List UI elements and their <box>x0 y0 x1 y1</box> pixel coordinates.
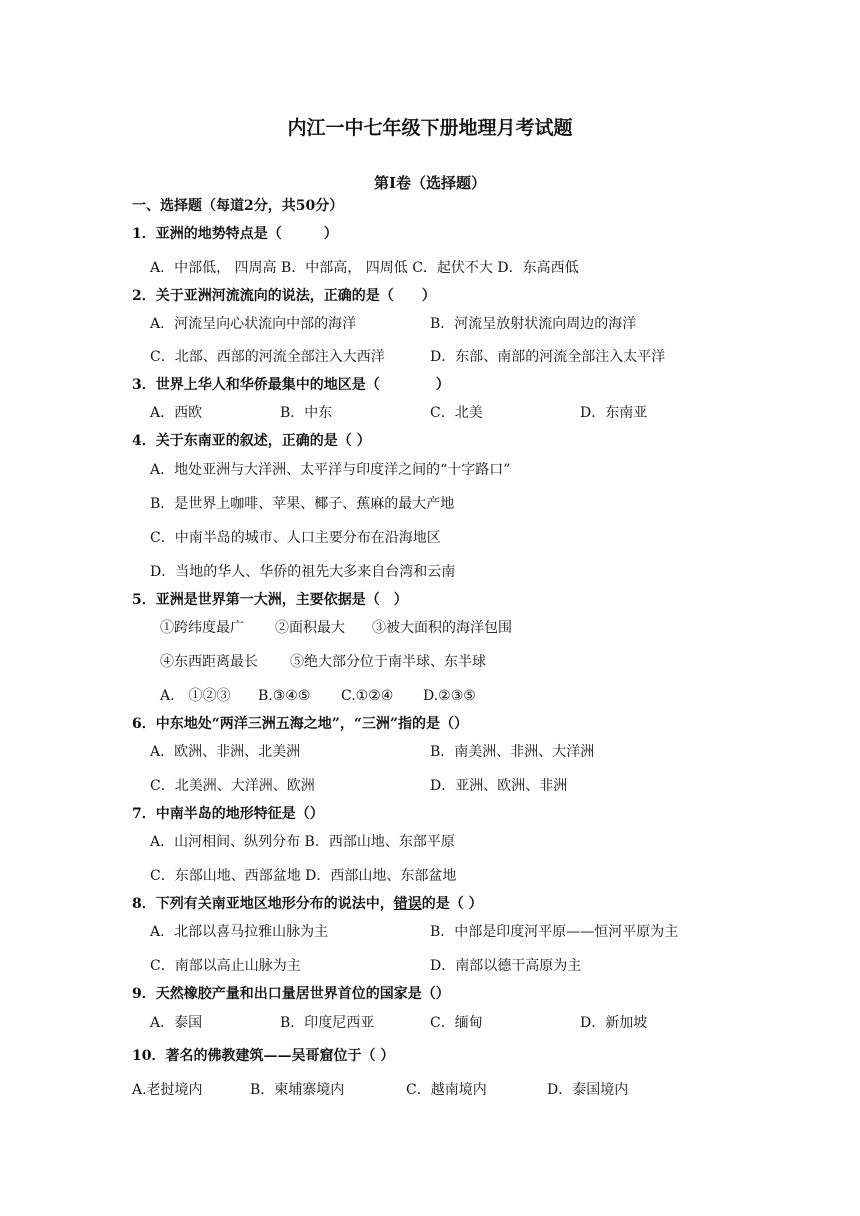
question-9-stem: 9．天然橡胶产量和出口量居世界首位的国家是（） <box>132 986 450 1002</box>
question-8-stem-suffix: 的是（ ） <box>421 896 483 912</box>
question-4-option-d: D．当地的华人、华侨的祖先大多来自台湾和云南 <box>150 564 456 580</box>
question-8-option-c: C．南部以高止山脉为主 <box>150 958 301 974</box>
question-8-stem-keyword: 错误 <box>393 896 422 912</box>
question-5-option-b: B.③④⑤ <box>258 688 311 704</box>
exam-title: 内江一中七年级下册地理月考试题 <box>287 117 573 139</box>
question-3-option-d: D．东南亚 <box>580 405 648 421</box>
question-8-option-b: B．中部是印度河平原——恒河平原为主 <box>430 924 679 940</box>
question-4-option-c: C．中南半岛的城市、人口主要分布在沿海地区 <box>150 530 441 546</box>
question-4-option-a: A．地处亚洲与大洋洲、太平洋与印度洋之间的“十字路口” <box>150 462 511 478</box>
question-9-option-c: C．缅甸 <box>430 1015 483 1031</box>
question-9-option-d: D．新加坡 <box>580 1015 648 1031</box>
question-10-stem: 10．著名的佛教建筑——吴哥窟位于（ ） <box>132 1048 395 1064</box>
question-5-option-d: D.②③⑤ <box>423 688 476 704</box>
question-7-options-cd: C．东部山地、西部盆地 D．西部山地、东部盆地 <box>150 868 457 884</box>
question-6-option-d: D．亚洲、欧洲、非洲 <box>430 778 568 794</box>
question-8-stem <box>132 897 483 911</box>
question-5-stem: 5．亚洲是世界第一大洲，主要依据是（ ） <box>132 592 408 608</box>
question-2-option-d: D．东部、南部的河流全部注入太平洋 <box>430 349 666 365</box>
question-9-option-a: A．泰国 <box>150 1015 203 1031</box>
question-5-statement-4: ④东西距离最长 <box>160 654 258 670</box>
question-3-option-b: B．中东 <box>280 405 333 421</box>
question-5-statement-2: ②面积最大 <box>275 620 345 636</box>
question-2-stem: 2．关于亚洲河流流向的说法，正确的是（ ） <box>132 288 436 304</box>
question-4-stem: 4．关于东南亚的叙述，正确的是（ ） <box>132 433 371 449</box>
question-10-option-c: C．越南境内 <box>406 1082 487 1098</box>
question-9-option-b: B．印度尼西亚 <box>280 1015 375 1031</box>
question-3-option-c: C．北美 <box>430 405 483 421</box>
question-4-option-b: B．是世界上咖啡、苹果、椰子、蕉麻的最大产地 <box>150 496 455 512</box>
question-2-option-a: A．河流呈向心状流向中部的海洋 <box>150 316 357 332</box>
question-6-stem: 6．中东地处“两洋三洲五海之地”，“三洲”指的是（） <box>132 716 468 732</box>
question-8-option-d: D．南部以德干高原为主 <box>430 958 582 974</box>
question-6-option-c: C．北美洲、大洋洲、欧洲 <box>150 778 315 794</box>
question-5-option-c: C.①②④ <box>341 688 394 704</box>
question-2-option-c: C．北部、西部的河流全部注入大西洋 <box>150 349 385 365</box>
question-8-stem-prefix: 8．下列有关南亚地区地形分布的说法中， <box>132 896 394 912</box>
part-heading: 一、选择题（每道2分，共50分） <box>132 198 344 214</box>
question-5-statement-1: ①跨纬度最广 <box>160 620 244 636</box>
question-8-option-a: A．北部以喜马拉雅山脉为主 <box>150 924 329 940</box>
question-7-stem: 7．中南半岛的地形特征是（） <box>132 806 324 822</box>
question-7-options-ab: A．山河相间、纵列分布 B．西部山地、东部平原 <box>150 834 455 850</box>
question-1-options: A．中部低， 四周高 B．中部高， 四周低 C．起伏不大 D．东高西低 <box>150 260 579 276</box>
question-1-stem: 1．亚洲的地势特点是（ ） <box>132 226 338 242</box>
question-6-option-b: B．南美洲、非洲、大洋洲 <box>430 744 595 760</box>
question-10-option-a: A.老挝境内 <box>132 1082 203 1098</box>
question-3-option-a: A．西欧 <box>150 405 203 421</box>
question-6-option-a: A．欧洲、非洲、北美洲 <box>150 744 301 760</box>
question-10-option-b: B．柬埔寨境内 <box>250 1082 345 1098</box>
question-10-option-d: D．泰国境内 <box>547 1082 629 1098</box>
question-2-option-b: B．河流呈放射状流向周边的海洋 <box>430 316 637 332</box>
question-5-statement-3: ③被大面积的海洋包围 <box>372 620 512 636</box>
question-5-option-a: A. ①②③ <box>160 688 231 704</box>
question-5-statement-5: ⑤绝大部分位于南半球、东半球 <box>290 654 486 670</box>
question-3-stem: 3．世界上华人和华侨最集中的地区是（ ） <box>132 377 450 393</box>
section-heading: 第Ⅰ卷（选择题） <box>373 174 487 192</box>
